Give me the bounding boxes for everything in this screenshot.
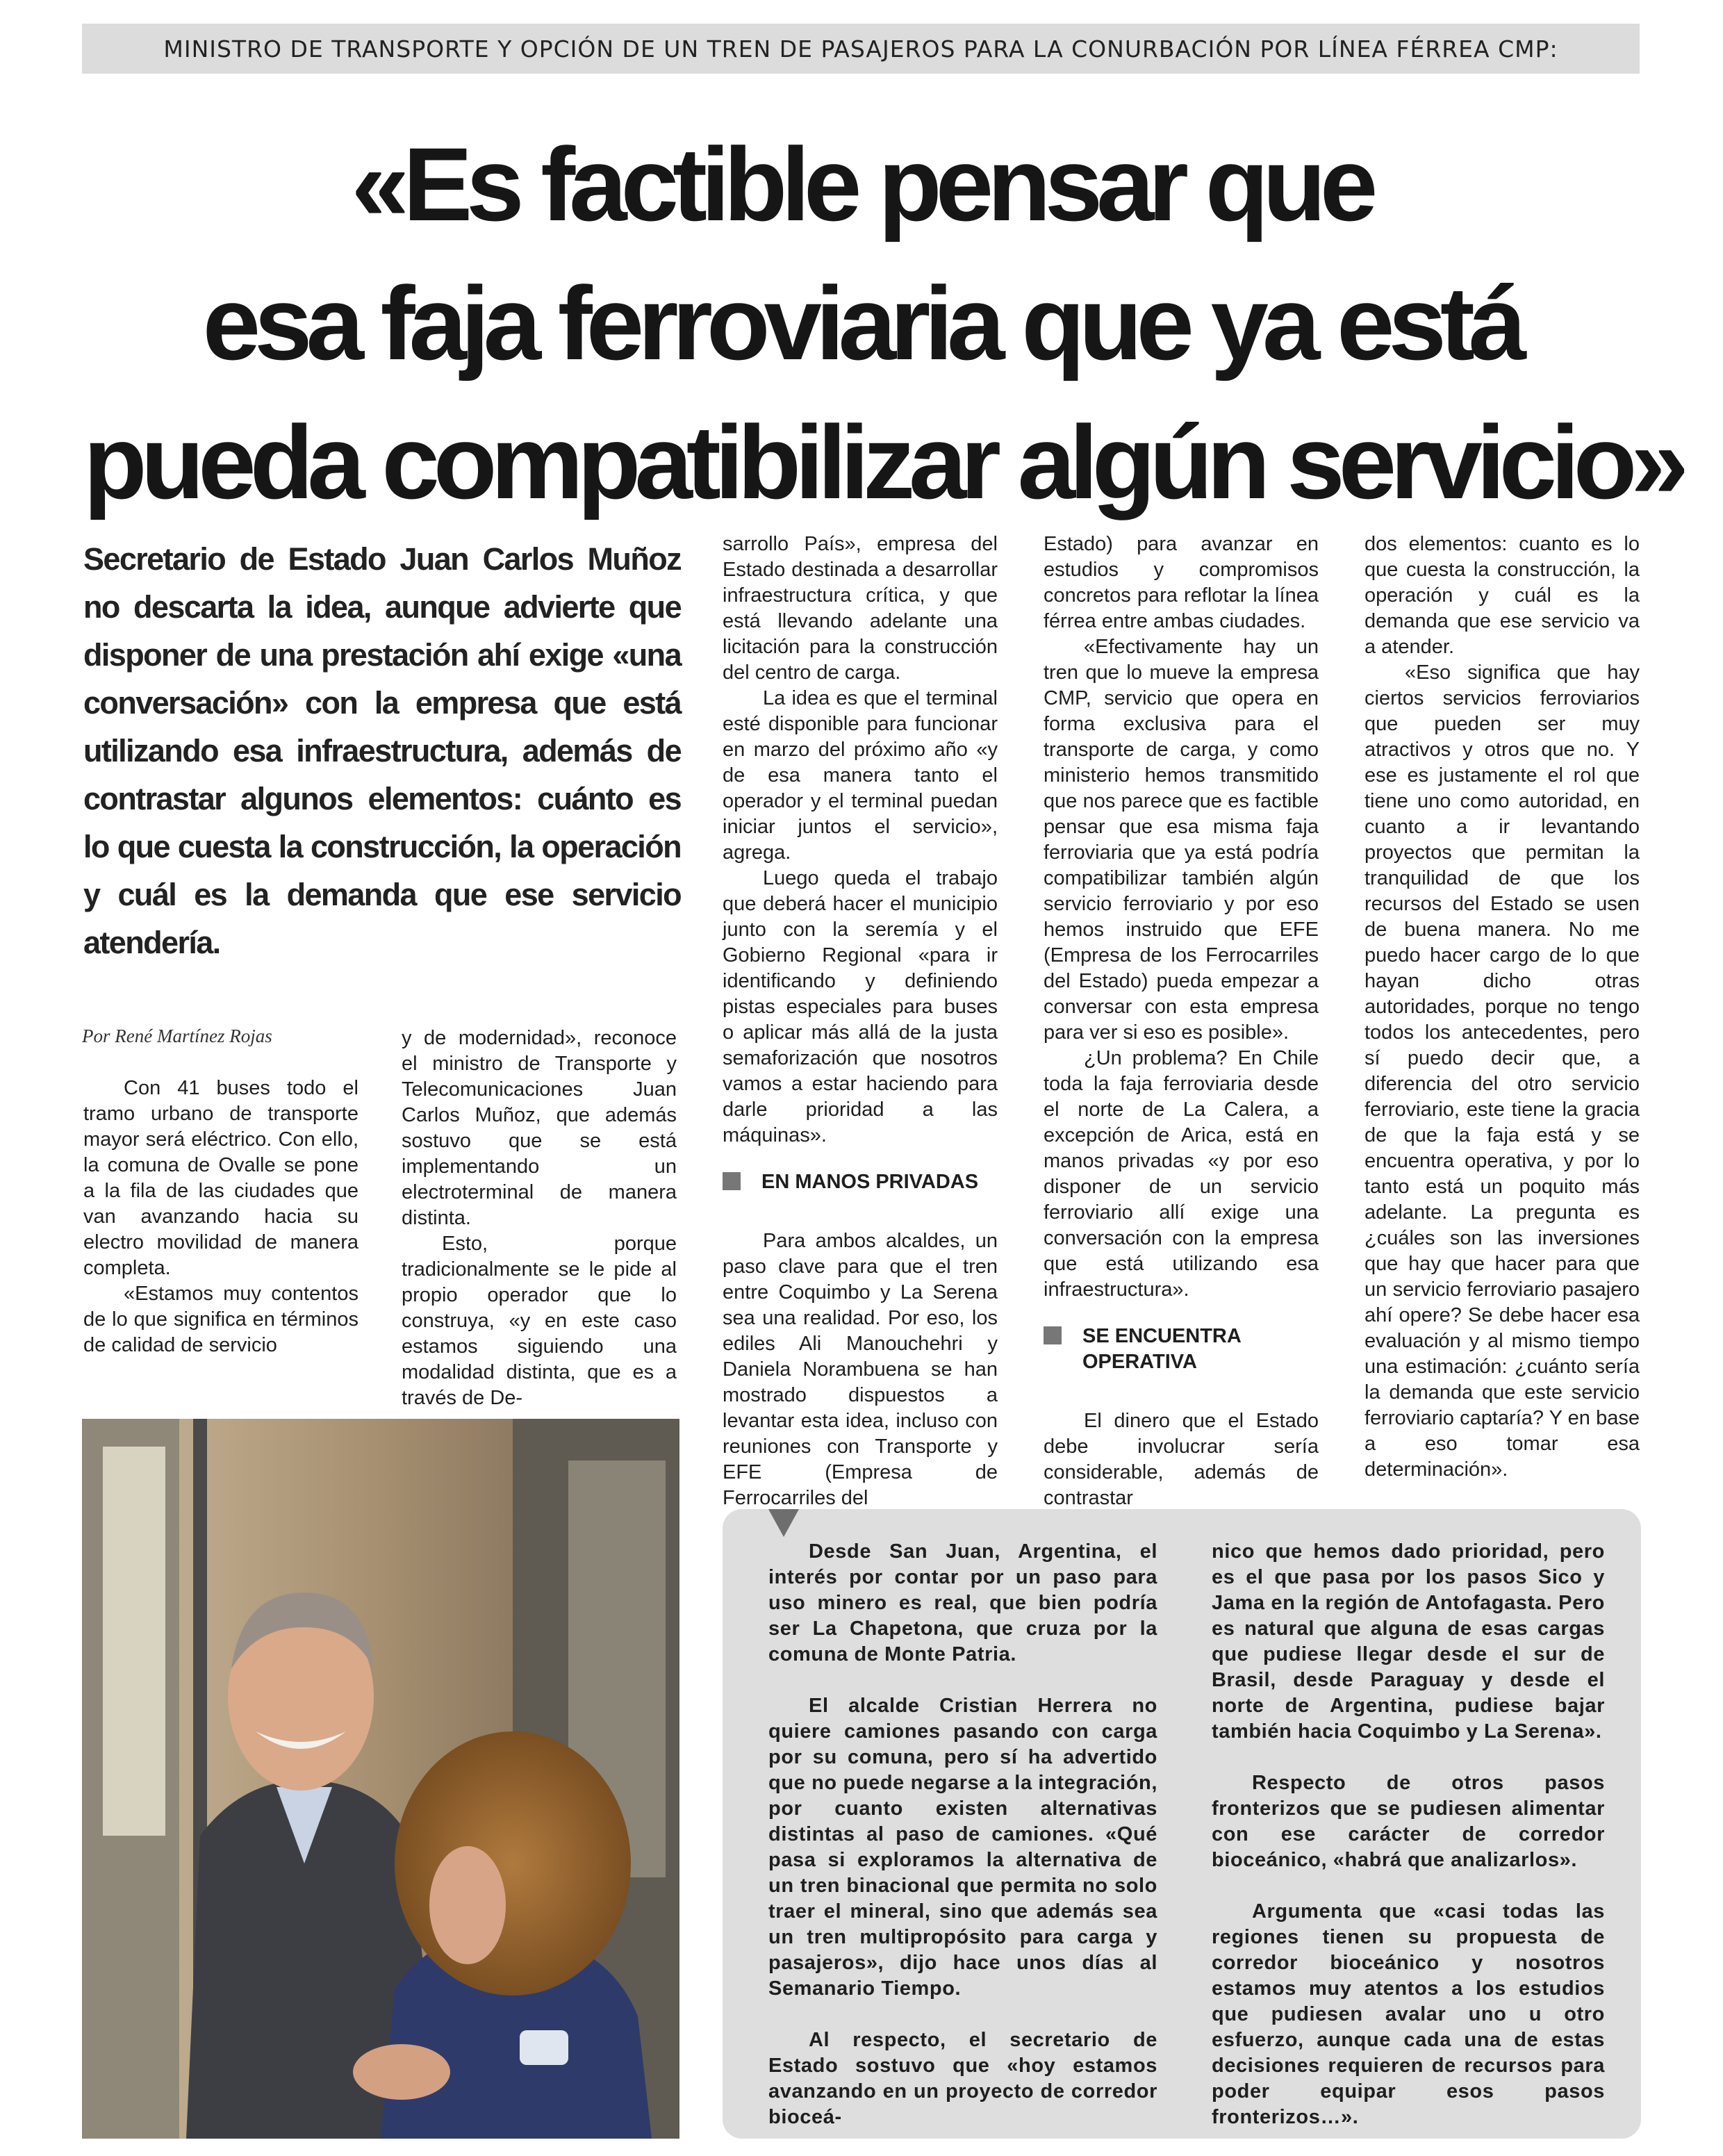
headline-line-2: esa faja ferroviaria que ya está (202, 265, 1521, 381)
subheading-se-encuentra-operativa (1044, 1324, 1319, 1375)
article-column-3 (723, 532, 998, 1511)
subheading-text: EN MANOS PRIVADAS (761, 1171, 979, 1193)
article-photo (82, 1419, 679, 2139)
paragraph: Con 41 buses todo el tramo urbano de transporte mayor será eléctrico. Con ello, la comuna de Ovalle se pone a la fila de las ciudades que van avanzando hacia su electro movilidad de manera completa. (83, 1077, 358, 1279)
article-column-2 (402, 1026, 677, 1411)
section-kicker: MINISTRO DE TRANSPORTE Y OPCIÓN DE UN TREN DE PASAJEROS PARA LA CONURBACIÓN POR LÍNEA FÉRREA CMP: (82, 24, 1640, 74)
byline: Por René Martínez Rojas (82, 1026, 272, 1046)
paragraph: Argumenta que «casi todas las regiones tienen su propuesta de corredor bioceánico y nosotros estamos muy atentos a los estudios que pudiesen avalar uno u otro esfuerzo, aunque cada una de estas decisiones requieren de recursos para poder equipar esos pasos fronterizos…». (1212, 1900, 1605, 2128)
square-bullet-icon (1044, 1326, 1062, 1344)
photo-illustration (82, 1419, 679, 2139)
paragraph: Esto, porque tradicionalmente se le pide al propio operador que lo construya, «y en este caso estamos siguiendo una modalidad distinta, que es a través de De- (402, 1233, 677, 1409)
headline-line-1: «Es factible pensar que (351, 126, 1372, 242)
sidebar-column-left (768, 1539, 1157, 2156)
paragraph: El alcalde Cristian Herrera no quiere camiones pasando con carga por su comuna, pero sí ha advertido que no puede negarse a la integración, por cuanto existen alternativas distintas al paso de camiones. «Qué pasa si exploramos la alternativa de un tren binacional que permita no solo traer el mineral, sino que además sea un tren multipropósito para carga y pasajeros», dijo hace unos días al Semanario Tiempo. (768, 1695, 1157, 2000)
paragraph: sarrollo País», empresa del Estado destinada a desarrollar infraestructura crítica, y que está llevando adelante una licitación para la construcción del centro de carga. (723, 533, 998, 684)
article-column-1 (83, 1076, 358, 1358)
paragraph: El dinero que el Estado debe involucrar sería considerable, además de contrastar (1044, 1410, 1319, 1509)
sidebar-column-right (1212, 1539, 1605, 2156)
headline-line-3: pueda compatibilizar algún servicio» (83, 404, 1683, 520)
article-column-4 (1044, 532, 1319, 1511)
triangle-marker-icon (768, 1509, 799, 1537)
paragraph: nico que hemos dado prioridad, pero es el que pasa por los pasos Sico y Jama en la región de Antofagasta. Pero es natural que alguna de esas cargas que pudiese llegar desde el sur de Brasil, desde Paraguay y desde el norte de Argentina, pudiese bajar también hacia Coquimbo y La Serena». (1212, 1540, 1605, 1743)
headline (83, 115, 1683, 532)
square-bullet-icon (723, 1172, 741, 1190)
lead-paragraph: Secretario de Estado Juan Carlos Muñoz no descarta la idea, aunque advierte que disponer de una prestación ahí exige «una conversación» con la empresa que está utilizando esa infraestructura, además de contrastar algunos elementos: cuánto es lo que cuesta la construcción, la operación y cuál es la demanda que ese servicio atendería. (83, 541, 681, 960)
subheading-text: SE ENCUENTRA OPERATIVA (1082, 1325, 1241, 1373)
paragraph: dos elementos: cuanto es lo que cuesta la construcción, la operación y cuál es la demanda que ese servicio va a atender. (1365, 533, 1640, 658)
paragraph: y de modernidad», reconoce el ministro de Transporte y Telecomunicaciones Juan Carlos Muñoz, que además sostuvo que se está implementando un electroterminal de manera distinta. (402, 1027, 677, 1229)
paragraph: Al respecto, el secretario de Estado sostuvo que «hoy estamos avanzando en un proyecto de corredor bioceá- (768, 2029, 1157, 2128)
paragraph: Estado) para avanzar en estudios y compromisos concretos para reflotar la línea férrea entre ambas ciudades. (1044, 533, 1319, 632)
paragraph: «Estamos muy contentos de lo que significa en términos de calidad de servicio (83, 1283, 358, 1356)
paragraph: Respecto de otros pasos fronterizos que se pudiesen alimentar con ese carácter de corredor bioceánico, «habrá que analizarlos». (1212, 1772, 1605, 1871)
paragraph: «Eso significa que hay ciertos servicios ferroviarios que pueden ser muy atractivos y otros que no. Y ese es justamente el rol que tiene uno como autoridad, en cuanto a ir levantando proyectos que permitan la tranquilidad de que los recursos del Estado se usen de buena manera. No me puedo hacer cargo de lo que hayan dicho otras autoridades, porque no tengo todos los antecedentes, pero sí puedo decir que, a diferencia del otro servicio ferroviario, este tiene la gracia de que la faja está y se encuentra operativa, y por lo tanto está un poquito más adelante. La pregunta es ¿cuáles son las inversiones que hay que hacer para que un servicio ferroviario pasajero ahí opere? Se debe hacer esa evaluación y al mismo tiempo una estimación: ¿cuánto sería la demanda que este servicio ferroviario captaría? Y en base a eso tomar esa determinación». (1365, 661, 1640, 1481)
subheading-en-manos-privadas (723, 1169, 998, 1195)
paragraph: La idea es que el terminal esté disponible para funcionar en marzo del próximo año «y de esa manera tanto el operador y el terminal puedan iniciar juntos el servicio», agrega. (723, 687, 998, 864)
paragraph: Para ambos alcaldes, un paso clave para que el tren entre Coquimbo y La Serena sea una realidad. Por eso, los ediles Ali Manouchehri y Daniela Norambuena se han mostrado dispuestos a levantar esta idea, incluso con reuniones con Transporte y EFE (Empresa de Ferrocarriles del (723, 1230, 998, 1509)
paragraph: Desde San Juan, Argentina, el interés por contar por un paso para uso minero es real, que bien podría ser La Chapetona, que cruza por la comuna de Monte Patria. (768, 1540, 1157, 1665)
paragraph: ¿Un problema? En Chile toda la faja ferroviaria desde el norte de La Calera, a excepción de Arica, está en manos privadas «y por eso disponer de un servicio ferroviario allí exige una conversación con la empresa que está utilizando esa infraestructura». (1044, 1047, 1319, 1301)
article-column-5 (1365, 532, 1640, 1483)
paragraph: «Efectivamente hay un tren que lo mueve la empresa CMP, servicio que opera en forma exclusiva para el transporte de carga, y como ministerio hemos transmitido que nos parece que es factible pensar que esa misma faja ferroviaria que ya está podría compatibilizar también algún servicio ferroviario y por eso hemos instruido que EFE (Empresa de los Ferrocarriles del Estado) pueda empezar a conversar con esta empresa para ver si eso es posible». (1044, 636, 1319, 1044)
paragraph: Luego queda el trabajo que deberá hacer el municipio junto con la seremía y el Gobierno Regional «para ir identificando y definiendo pistas especiales para buses o aplicar más allá de la justa semaforización que nosotros vamos a estar haciendo para darle prioridad a las máquinas». (723, 867, 998, 1146)
